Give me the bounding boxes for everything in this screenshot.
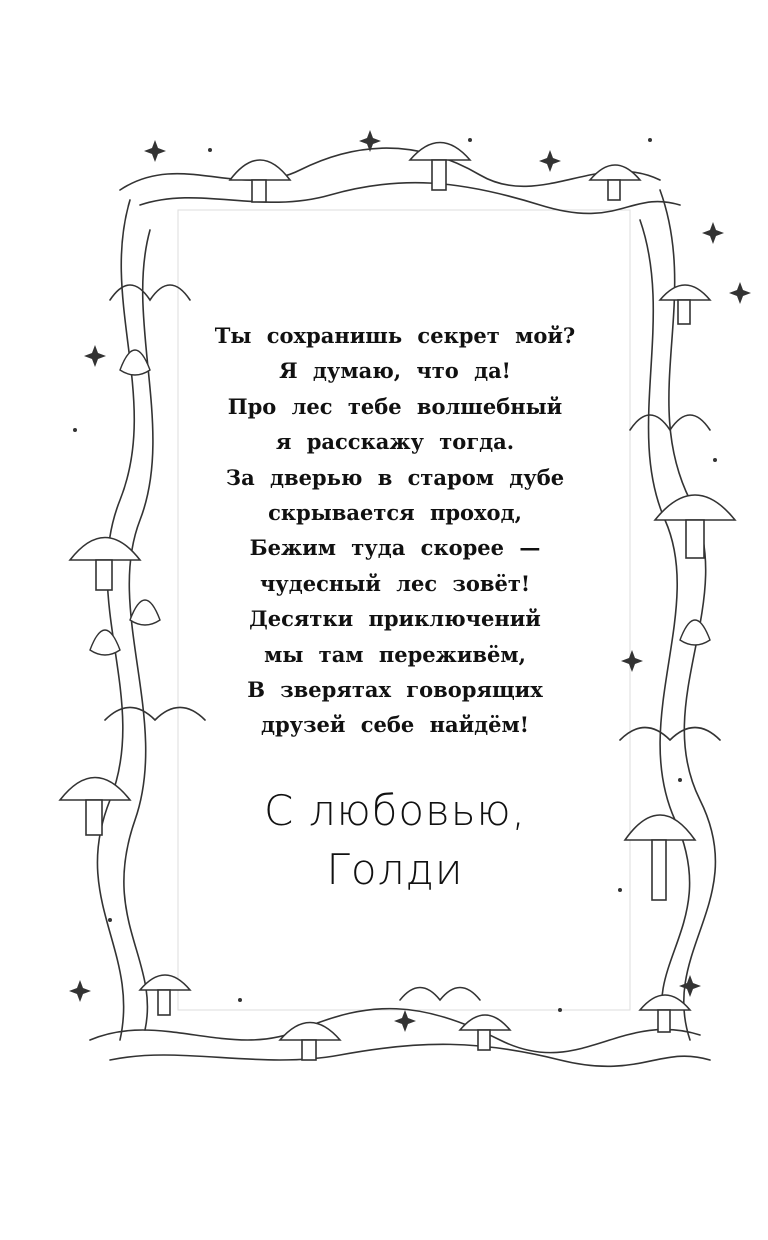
- poem-line: За дверью в старом дубе: [225, 464, 565, 490]
- poem: [190, 318, 600, 743]
- poem-line: Я думаю, что да!: [279, 358, 511, 384]
- signature-name: Голди: [326, 845, 464, 894]
- poem-line: мы там переживём,: [264, 641, 526, 667]
- poem-line: В зверятах говорящих: [247, 677, 543, 703]
- signature-closing: С любовью,: [264, 786, 526, 835]
- poem-line: я расскажу тогда.: [275, 429, 515, 455]
- poem-line: чудесный лес зовёт!: [259, 570, 531, 596]
- poem-line: Про лес тебе волшебный: [227, 393, 563, 419]
- poem-line: скрывается проход,: [268, 500, 522, 526]
- poem-line: Бежим туда скорее —: [249, 535, 541, 561]
- poem-line: Ты сохранишь секрет мой?: [214, 323, 576, 348]
- signature: [190, 782, 600, 900]
- poem-line: Десятки приключений: [249, 606, 541, 632]
- poem-line: друзей себе найдём!: [261, 712, 529, 738]
